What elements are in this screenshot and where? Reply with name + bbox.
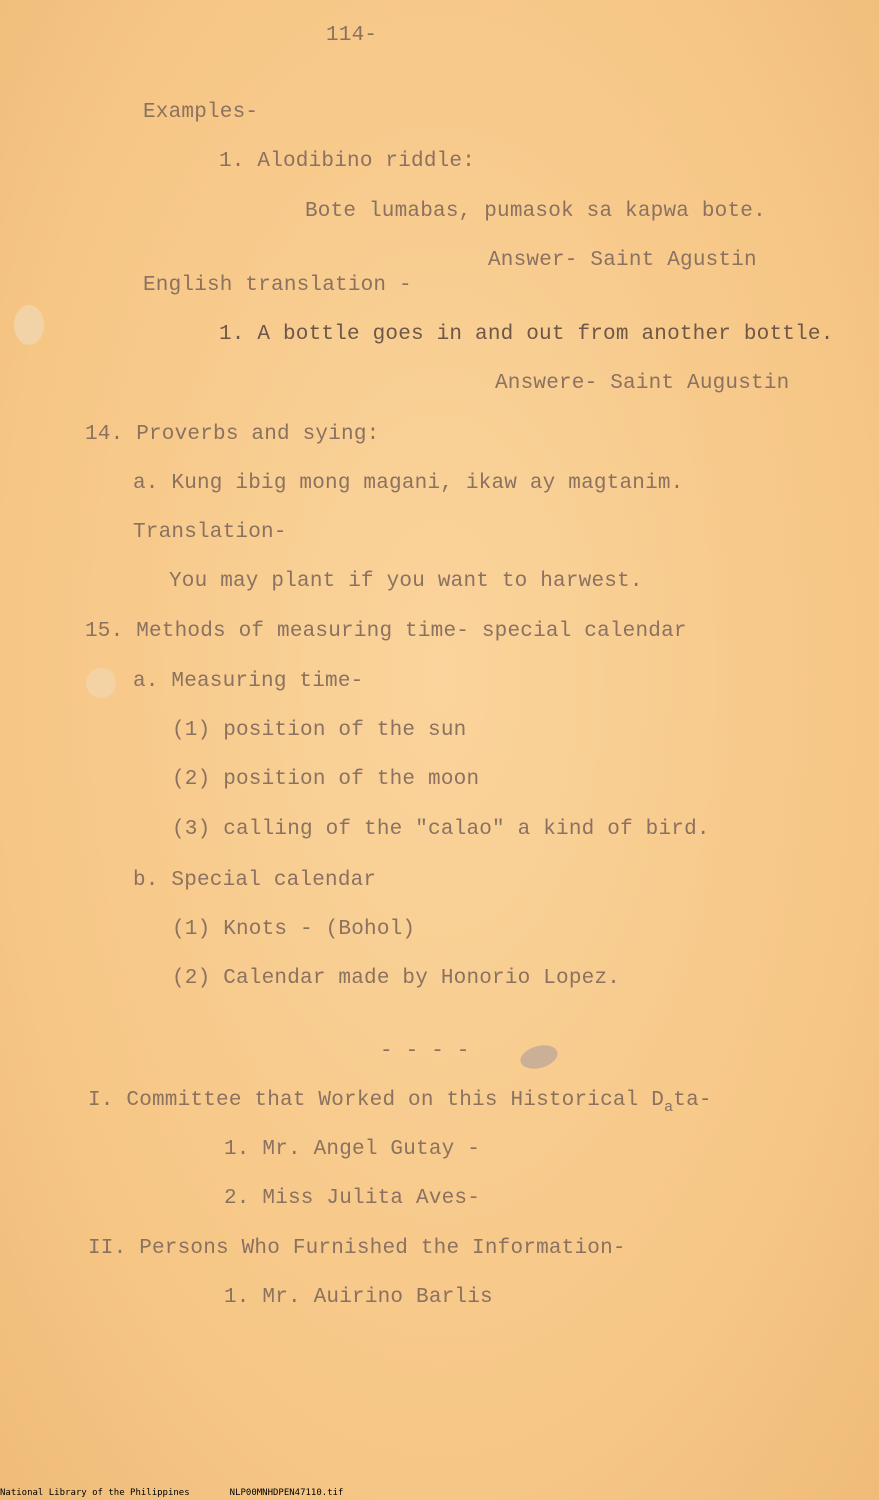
- scan-footer: [0, 1486, 383, 1500]
- proverb-a: a. Kung ibig mong magani, ikaw ay magtanim.: [133, 472, 684, 495]
- committee-heading-text: I. Committee that Worked on this Historical D: [88, 1089, 665, 1112]
- paper-stain: [86, 668, 116, 698]
- person-1: 1. Mr. Auirino Barlis: [224, 1286, 493, 1309]
- calendar-lopez: (2) Calendar made by Honorio Lopez.: [172, 967, 621, 990]
- examples-heading: Examples-: [143, 101, 259, 124]
- translation-item: 1. A bottle goes in and out from another bottle.: [219, 323, 834, 346]
- riddle-answer: Answer- Saint Agustin: [488, 249, 757, 272]
- proverb-translation-text: You may plant if you want to harwest.: [169, 570, 643, 593]
- measuring-time-item: a. Measuring time-: [133, 670, 364, 693]
- measuring-time-moon: (2) position of the moon: [172, 768, 480, 791]
- committee-heading-end: ta-: [673, 1089, 712, 1112]
- translation-answer: Answere- Saint Augustin: [495, 372, 790, 395]
- special-calendar-item: b. Special calendar: [133, 869, 377, 892]
- paper-stain: [518, 1041, 560, 1072]
- section-15-heading: 15. Methods of measuring time- special calendar: [85, 620, 687, 643]
- page-number: 114-: [326, 24, 378, 47]
- separator: - - - -: [380, 1040, 470, 1063]
- committee-heading: [88, 1089, 712, 1120]
- paper-stain: [14, 305, 44, 345]
- footer-source: National Library of the Philippines: [0, 1488, 190, 1498]
- committee-member-1: 1. Mr. Angel Gutay -: [224, 1138, 481, 1161]
- calendar-knots: (1) Knots - (Bohol): [172, 918, 416, 941]
- riddle-text: Bote lumabas, pumasok sa kapwa bote.: [305, 200, 766, 223]
- section-14-heading: 14. Proverbs and sying:: [85, 423, 380, 446]
- riddle-item: 1. Alodibino riddle:: [219, 150, 476, 173]
- measuring-time-sun: (1) position of the sun: [172, 719, 467, 742]
- measuring-time-bird: (3) calling of the "calao" a kind of bird.: [172, 818, 710, 841]
- committee-heading-subscript: a: [664, 1099, 674, 1116]
- footer-filename: NLP00MNHDPEN47110.tif: [229, 1488, 344, 1498]
- english-translation-heading: English translation -: [143, 274, 412, 297]
- persons-heading: II. Persons Who Furnished the Information-: [88, 1237, 626, 1260]
- proverb-translation-label: Translation-: [133, 521, 287, 544]
- committee-member-2: 2. Miss Julita Aves-: [224, 1187, 481, 1210]
